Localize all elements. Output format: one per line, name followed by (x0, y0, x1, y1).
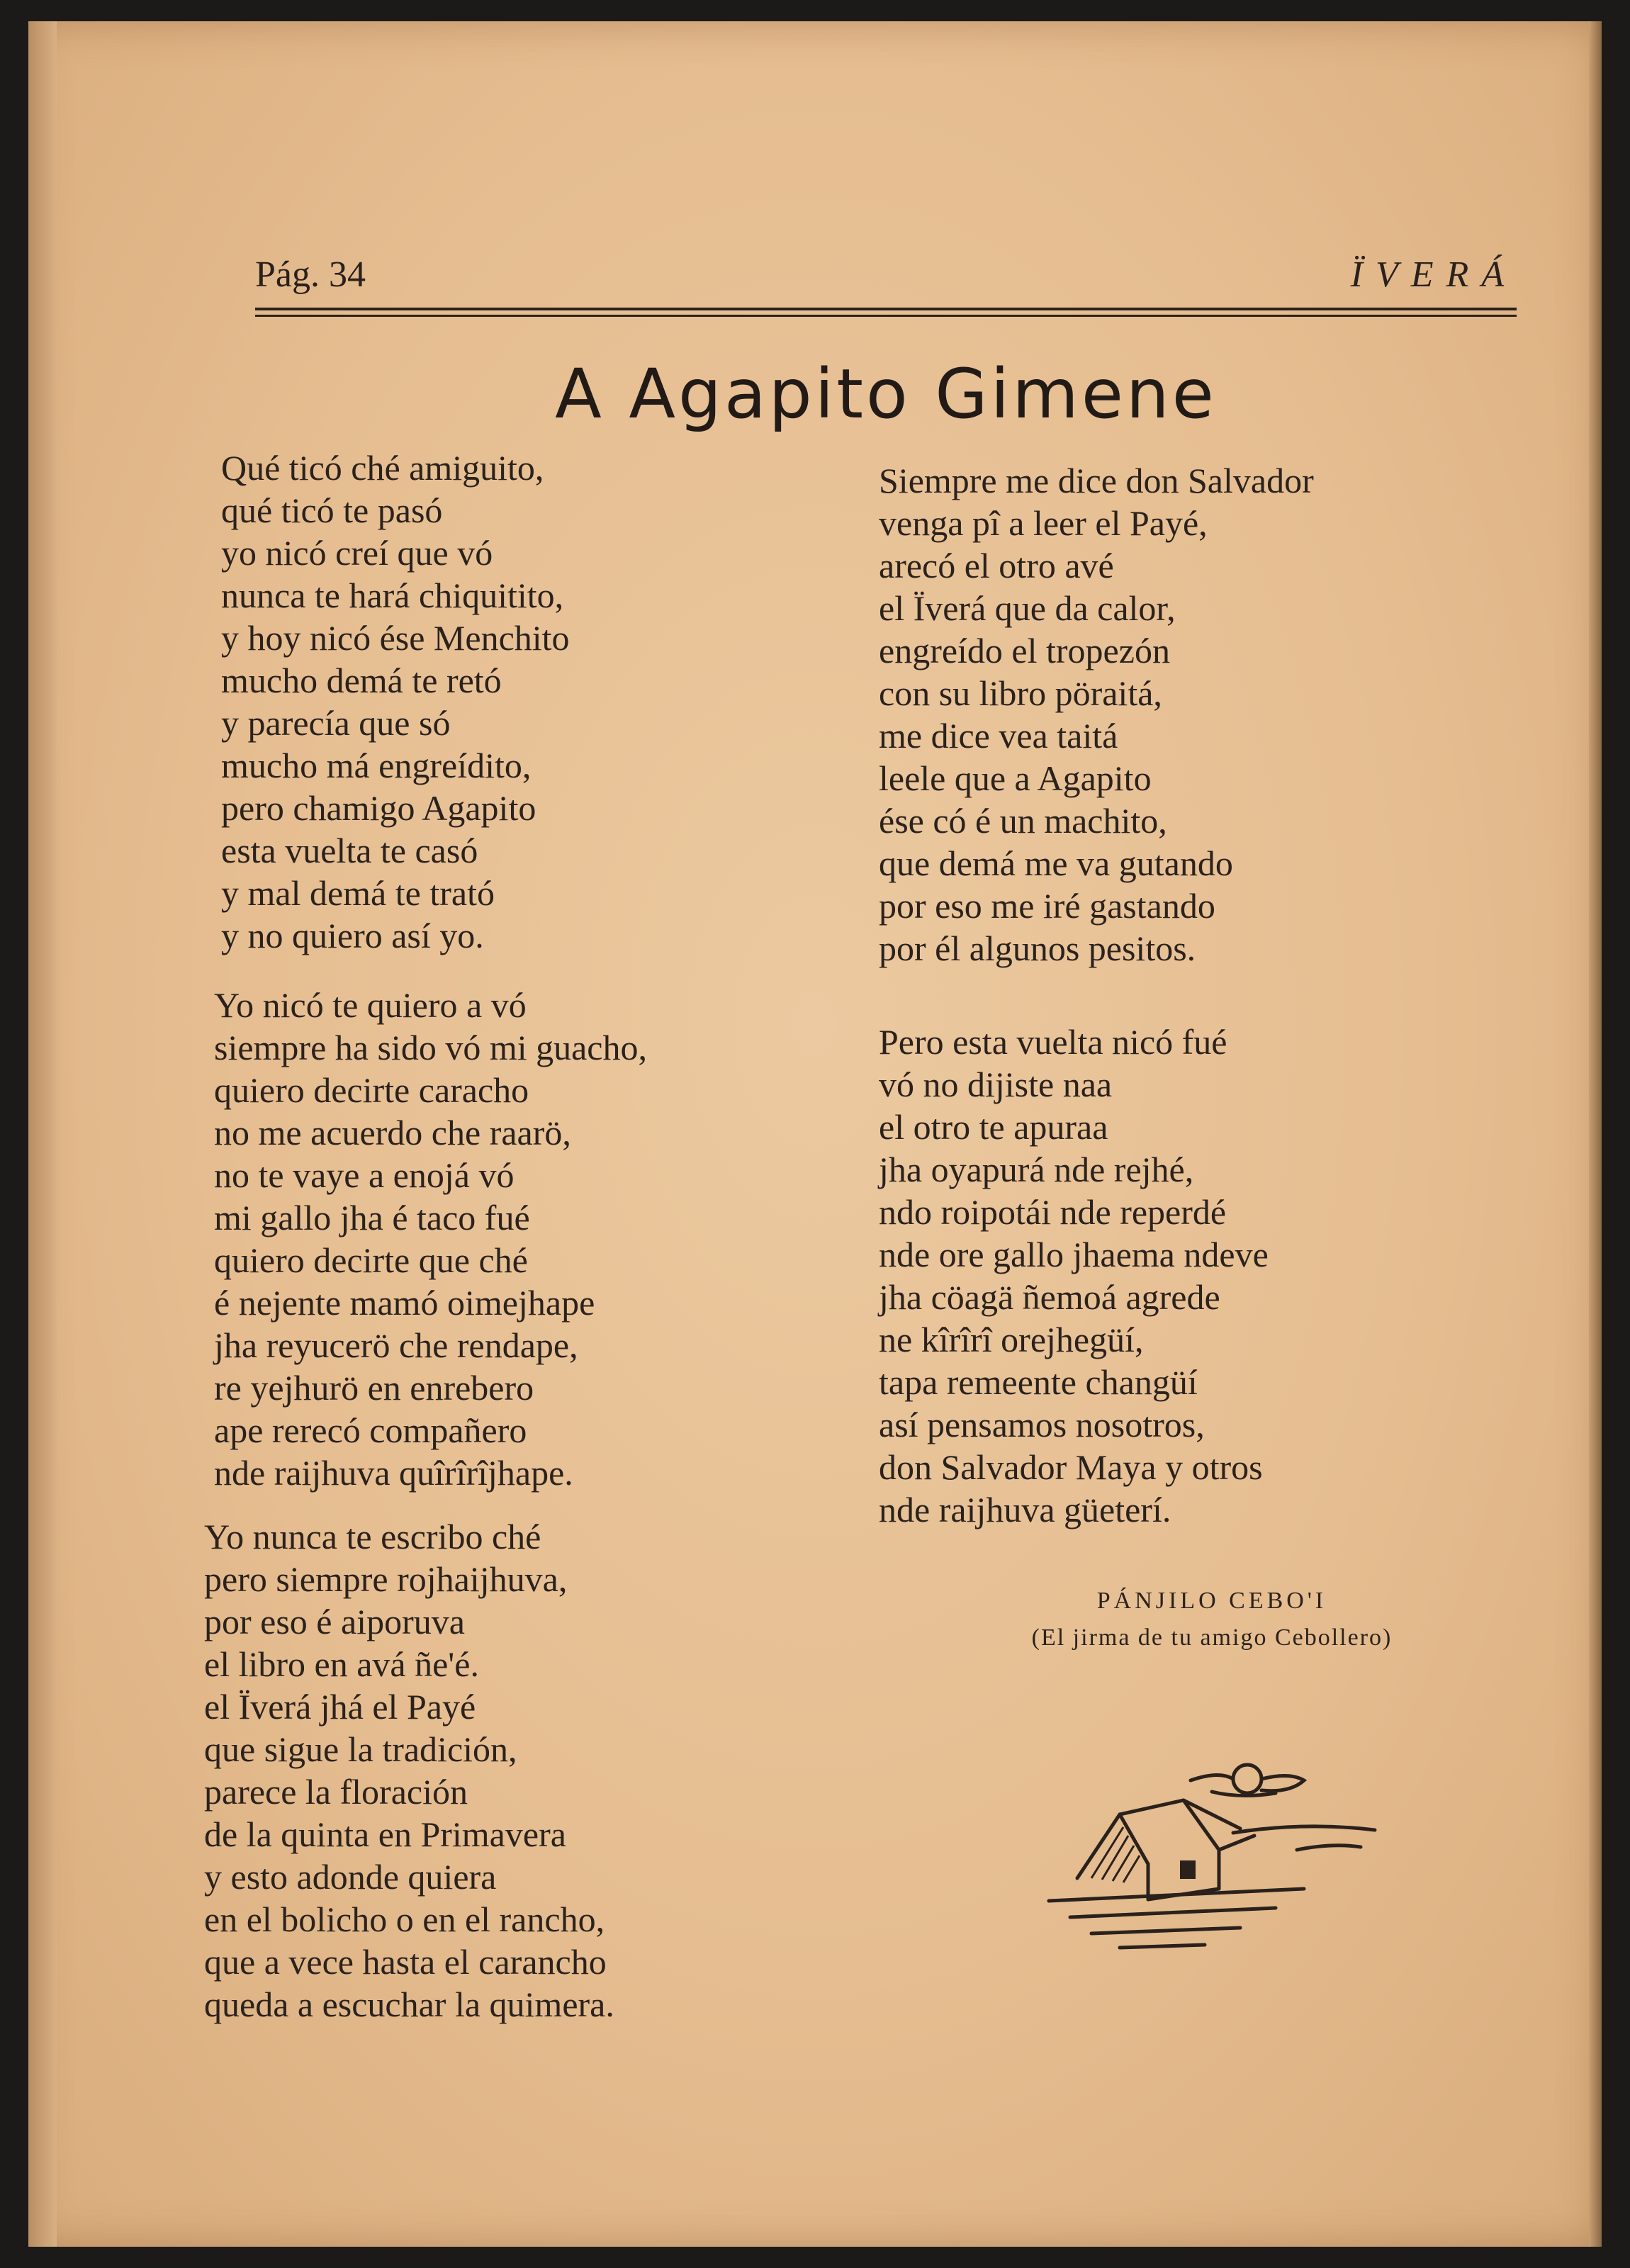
poem-line: quiero decirte que ché (214, 1240, 528, 1280)
poem-line: pero chamigo Agapito (221, 788, 536, 828)
poem-line: Yo nicó te quiero a vó (214, 985, 527, 1025)
poem-line: Pero esta vuelta nicó fué (879, 1022, 1227, 1062)
poem-line: el Ïverá que da calor, (879, 588, 1176, 628)
poem-line: jha reyucerö che rendape, (214, 1325, 578, 1365)
poem-line: el libro en avá ñe'é. (204, 1644, 479, 1684)
poem-line: yo nicó creí que vó (221, 533, 493, 573)
poem-line: ése có é un machito, (879, 801, 1167, 841)
poem-line: con su libro pöraitá, (879, 673, 1162, 713)
poem-line: y mal demá te trató (221, 873, 495, 913)
poem-line: nunca te hará chiquitito, (221, 576, 564, 615)
poem-line: é nejente mamó oimejhape (214, 1283, 595, 1323)
stanza-2 (214, 984, 647, 1494)
poem-line: re yejhurö en enrebero (214, 1368, 534, 1408)
poem-line: Yo nunca te escribo ché (204, 1517, 541, 1556)
poem-line: y hoy nicó ése Menchito (221, 618, 570, 658)
poem-line: y esto adonde quiera (204, 1857, 497, 1897)
page-number: Pág. 34 (255, 254, 366, 295)
poem-line: así pensamos nosotros, (879, 1405, 1205, 1444)
page-binding-edge (28, 21, 57, 2247)
poem-line: siempre ha sido vó mi guacho, (214, 1028, 647, 1067)
poem-line: nde raijhuva quîrîrîjhape. (214, 1453, 573, 1493)
poem-line: que a vece hasta el carancho (204, 1942, 607, 1982)
poem-line: leele que a Agapito (879, 758, 1152, 798)
poem-line: de la quinta en Primavera (204, 1814, 566, 1854)
poem-line: Qué ticó ché amiguito, (221, 448, 544, 488)
poem-line: nde ore gallo jhaema ndeve (879, 1235, 1269, 1274)
poem-line: nde raijhuva güeterí. (879, 1490, 1171, 1529)
running-header (255, 254, 1517, 296)
poem-line: mucho má engreídito, (221, 746, 532, 785)
poem-line: en el bolicho o en el rancho, (204, 1899, 605, 1939)
poem-line: queda a escuchar la quimera. (204, 1984, 614, 2024)
poem-line: esta vuelta te casó (221, 831, 478, 870)
poem-line: vó no dijiste naa (879, 1065, 1113, 1104)
magazine-title: ÏVERÁ (1350, 254, 1517, 295)
poem-line: por eso me iré gastando (879, 886, 1215, 926)
poem-line: pero siempre rojhaijhuva, (204, 1559, 568, 1599)
poem-line: venga pî a leer el Payé, (879, 503, 1208, 543)
poem-line: tapa remeente changüí (879, 1362, 1198, 1402)
poem-line: que sigue la tradición, (204, 1729, 517, 1769)
signature-name: PÁNJILO CEBO'I (1096, 1588, 1327, 1614)
poem-line: me dice vea taitá (879, 716, 1118, 756)
magazine-page (28, 21, 1602, 2247)
poem-line: jha cöagä ñemoá agrede (879, 1277, 1220, 1317)
article-title: A Agapito Gimene (555, 354, 1217, 434)
poem-line: Siempre me dice don Salvador (879, 461, 1314, 500)
poem-line: don Salvador Maya y otros (879, 1447, 1263, 1487)
header-rule-thick (255, 308, 1517, 310)
poem-line: ape rerecó compañero (214, 1410, 527, 1450)
poem-line: parece la floración (204, 1772, 468, 1812)
poem-line: mucho demá te retó (221, 661, 502, 700)
poem-line: engreído el tropezón (879, 631, 1170, 670)
stanza-4 (879, 459, 1314, 970)
poem-line: quiero decirte caracho (214, 1070, 529, 1110)
poem-line: qué ticó te pasó (221, 490, 443, 530)
poem-line: ne kîrîrî orejhegüí, (879, 1320, 1144, 1359)
poem-line: no te vaye a enojá vó (214, 1155, 515, 1195)
poem-line: mi gallo jha é taco fué (214, 1198, 530, 1237)
poem-line: no me acuerdo che raarö, (214, 1113, 571, 1152)
rancho-house-illustration (1006, 1744, 1403, 1956)
poem-line: jha oyapurá nde rejhé, (879, 1150, 1194, 1189)
poem-line: que demá me va gutando (879, 843, 1233, 883)
poem-line: por él algunos pesitos. (879, 928, 1196, 968)
poem-line: por eso é aiporuva (204, 1602, 465, 1641)
poem-line: ndo roipotái nde reperdé (879, 1192, 1227, 1232)
poem-line: y no quiero así yo. (221, 916, 484, 955)
poem-line: arecó el otro avé (879, 546, 1114, 585)
signature-note: (El jirma de tu amigo Cebollero) (1031, 1624, 1393, 1651)
stanza-1 (221, 447, 570, 957)
header-rule-thin (255, 315, 1517, 317)
stanza-3 (204, 1515, 614, 2026)
poem-line: y parecía que só (221, 703, 451, 743)
next-page-edge (1589, 21, 1602, 2247)
poem-line: el otro te apuraa (879, 1107, 1108, 1147)
stanza-5 (879, 1021, 1269, 1531)
poem-line: el Ïverá jhá el Payé (204, 1687, 476, 1727)
